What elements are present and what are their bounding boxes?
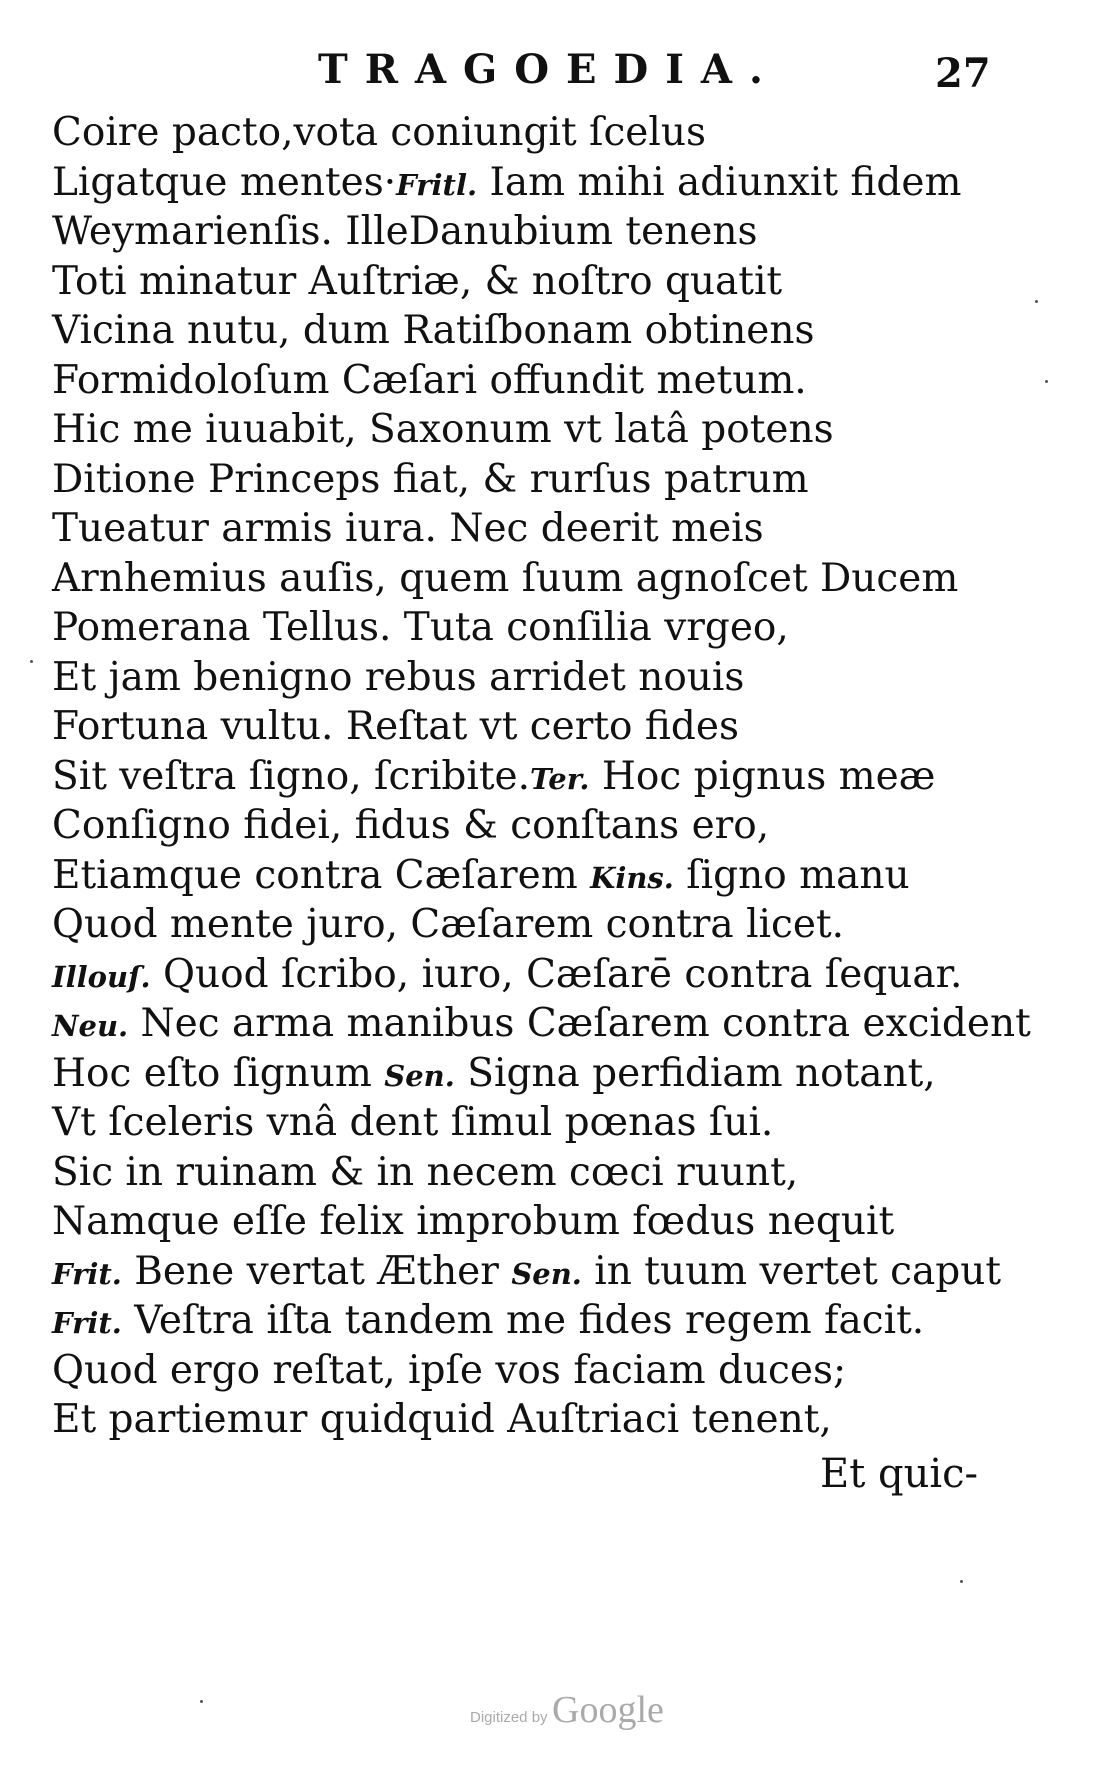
verse-text-segment: Tueatur armis iura. Nec deerit meis: [52, 506, 764, 551]
ink-speck: [200, 1700, 203, 1703]
verse-text-segment: Quod ergo reſtat, ipſe vos faciam duces;: [52, 1347, 847, 1393]
speaker-label: Kins.: [590, 860, 674, 895]
verse-text-segment: Ditione Princeps fiat, & rurſus patrum: [52, 456, 809, 502]
verse-text-segment: Signa perfidiam notant,: [454, 1050, 936, 1096]
verse-line: [52, 653, 1052, 703]
verse-line: [52, 801, 1052, 851]
verse-text-segment: Quod mente juro, Cæſarem contra licet.: [52, 902, 845, 947]
verse-text-segment: Sit veſtra ſigno, ſcribite.: [52, 753, 531, 799]
verse-line: [52, 702, 1052, 752]
verse-text-segment: Arnhemius auſis, quem ſuum agnoſcet Ducem: [52, 555, 959, 601]
verse-line: [52, 752, 1052, 802]
speaker-label: Neu.: [52, 1009, 129, 1043]
verse-text-segment: Pomerana Tellus. Tuta conſilia vrgeo,: [52, 605, 789, 650]
verse-text-segment: Vt ſceleris vnâ dent ſimul pœnas ſui.: [52, 1100, 774, 1145]
speaker-label: Ter.: [530, 761, 590, 796]
digitized-by-google-watermark: [470, 1688, 664, 1732]
google-logo-text: Google: [552, 1689, 664, 1731]
verse-text-segment: Veſtra iſta tandem me fides regem facit.: [121, 1298, 925, 1343]
verse-line: [52, 455, 1052, 505]
ink-speck: [30, 660, 33, 663]
verse-line: [52, 1098, 1052, 1148]
verse-text-segment: Sic in ruinam & in necem cœci ruunt,: [52, 1149, 799, 1195]
verse-text-segment: Hoc eſto ſignum: [52, 1050, 385, 1096]
verse-line: [52, 851, 1052, 901]
verse-line: [52, 158, 1052, 208]
verse-text: [52, 108, 1052, 1445]
verse-text-segment: ſigno manu: [673, 852, 910, 898]
running-title: TRAGOEDIA.: [318, 46, 780, 93]
ink-speck: [960, 1580, 963, 1583]
verse-line: [52, 1049, 1052, 1099]
verse-text-segment: Toti minatur Auſtriæ, & noſtro quatit: [52, 258, 783, 304]
verse-text-segment: Nec arma manibus Cæſarem contra excident: [128, 1001, 1031, 1046]
verse-text-segment: Et jam benigno rebus arridet nouis: [52, 654, 745, 700]
verse-text-segment: Iam mihi adiunxit fidem: [477, 159, 962, 205]
ink-speck: [1045, 380, 1048, 383]
verse-line: [52, 1148, 1052, 1198]
verse-text-segment: Ligatque mentes·: [52, 159, 397, 205]
speaker-label: Fritl.: [396, 167, 478, 202]
verse-line: [52, 306, 1052, 356]
verse-line: [52, 405, 1052, 455]
verse-line: [52, 108, 1052, 158]
verse-text-segment: Quod ſcribo, iuro, Cæſarē contra ſequar.: [150, 951, 963, 997]
verse-text-segment: Namque eſſe felix improbum fœdus nequit: [52, 1199, 895, 1244]
verse-text-segment: Etiamque contra Cæſarem: [52, 852, 591, 898]
verse-line: [52, 900, 1052, 950]
verse-text-segment: Et partiemur quidquid Auſtriaci tenent,: [52, 1397, 832, 1442]
verse-line: [52, 1346, 1052, 1396]
verse-line: [52, 1247, 1052, 1297]
speaker-label: Frit.: [52, 1306, 122, 1340]
verse-text-segment: Hic me iuuabit, Saxonum vt latâ potens: [52, 407, 834, 452]
watermark-prefix: Digitized by: [470, 1709, 548, 1726]
speaker-label: Sen.: [511, 1256, 582, 1291]
verse-text-segment: Coire pacto,vota coniungit ſcelus: [52, 110, 706, 155]
verse-line: [52, 356, 1052, 406]
verse-text-segment: in tuum vertet caput: [581, 1248, 1001, 1294]
verse-text-segment: Formidoloſum Cæſari offundit metum.: [52, 357, 807, 403]
verse-line: [52, 1197, 1052, 1247]
speaker-label: Sen.: [384, 1058, 455, 1093]
speaker-label: Frit.: [52, 1256, 122, 1291]
catchword: Et quic-: [820, 1451, 979, 1497]
verse-text-segment: Bene vertat Æther: [121, 1248, 512, 1294]
verse-line: [52, 1395, 1052, 1445]
speaker-label: Illouſ.: [52, 959, 151, 994]
verse-line: [52, 603, 1052, 653]
ink-speck: [1035, 300, 1038, 303]
verse-line: [52, 950, 1052, 1000]
page-number: 27: [935, 50, 991, 97]
verse-line: [52, 1296, 1052, 1346]
verse-text-segment: Fortuna vultu. Reſtat vt certo fides: [52, 704, 739, 749]
verse-text-segment: Vicina nutu, dum Ratiſbonam obtinens: [52, 308, 815, 353]
verse-line: [52, 554, 1052, 604]
verse-text-segment: Hoc pignus meæ: [589, 753, 936, 799]
verse-text-segment: Conſigno fidei, fidus & conſtans ero,: [52, 803, 770, 848]
verse-line: [52, 257, 1052, 307]
verse-line: [52, 504, 1052, 554]
verse-text-segment: Weymarienſis. IlleDanubium tenens: [52, 209, 758, 254]
verse-line: [52, 207, 1052, 257]
verse-line: [52, 999, 1052, 1049]
